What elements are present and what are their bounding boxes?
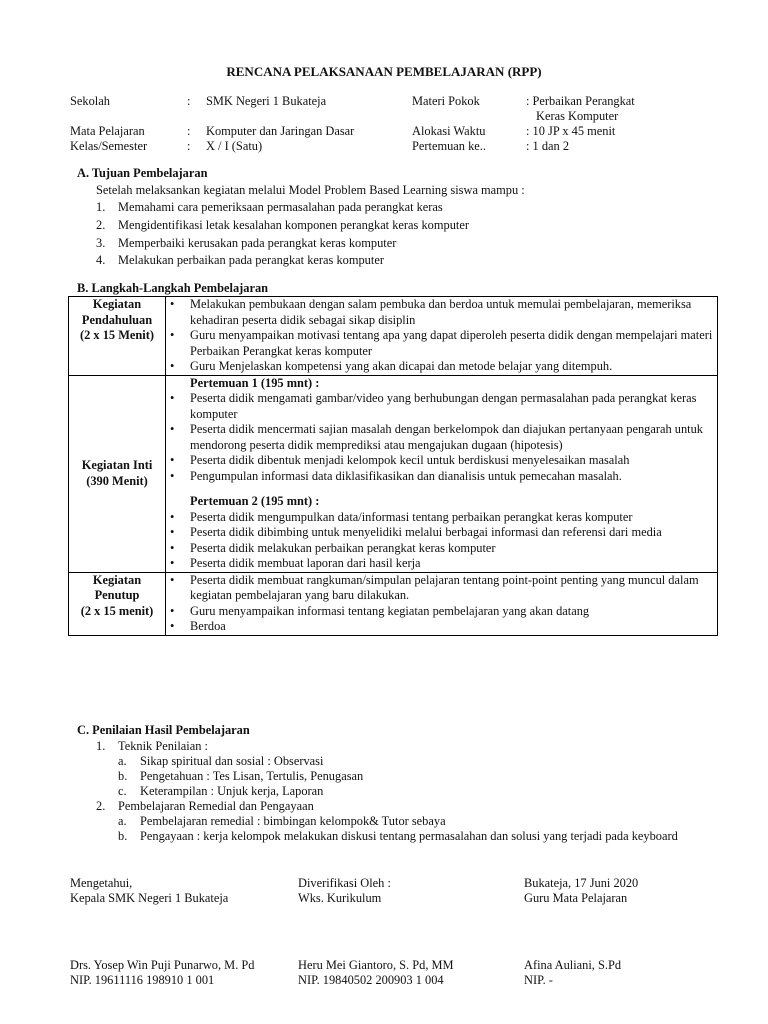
list-item: • Peserta didik dibimbing untuk menyelidiki melalui berbagai informasi dan referensi dari media [166,525,717,541]
item-text: Berdoa [190,619,226,633]
label-kelas: Kelas/Semester [70,139,148,153]
list-number: 4. [96,253,106,267]
head-line: Kegiatan [92,297,142,311]
value-sekolah: SMK Negeri 1 Bukateja [206,94,327,108]
list-item: • Peserta didik mengumpulkan data/informasi tentang perbaikan perangkat keras komputer [166,510,717,526]
row-body [166,572,718,635]
row-body [166,297,718,376]
value-materi: : Perbaikan Perangkat [526,94,635,108]
list-item: • Peserta didik membuat laporan dari hasil kerja [166,556,717,572]
value-pertemuan: : 1 dan 2 [526,139,570,153]
list-item: Pembelajaran Remedial dan Pengayaan [118,799,314,813]
item-text: Peserta didik dibimbing untuk menyelidiki melalui berbagai informasi dan referensi dari media [190,525,662,539]
sub-item: Pengayaan : kerja kelompok melakukan diskusi tentang permasalahan dan solusi yang terjadi pada keyboard [140,829,678,843]
label-mapel: Mata Pelajaran [70,124,145,138]
list-item: • Peserta didik dibentuk menjadi kelompok kecil untuk berdiskusi menyelesaikan masalah [166,453,717,469]
list-item: • Guru Menjelaskan kompetensi yang akan dicapai dan metode belajar yang ditempuh. [166,359,717,375]
sig-nip: NIP. - [524,973,553,987]
table-row [69,297,718,376]
sep: : [187,124,191,138]
item-text: Guru menyampaikan motivasi tentang apa yang dapat diperoleh peserta didik dengan mempelajari materi Perbaikan Perangkat keras komputer [190,328,713,358]
list-item: • Peserta didik melakukan perbaikan perangkat keras komputer [166,541,717,557]
list-number: 3. [96,236,106,250]
item-text: Peserta didik dibentuk menjadi kelompok kecil untuk berdiskusi menyelesaikan masalah [190,453,630,467]
list-item: • Peserta didik mengamati gambar/video yang berhubungan dengan permasalahan pada perangkat keras komputer [166,391,717,422]
sig-line-2: Kepala SMK Negeri 1 Bukateja [70,891,229,905]
sig-line-1: Mengetahui, [70,876,133,890]
label-materi: Materi Pokok [412,94,480,108]
section-c-heading: C. Penilaian Hasil Pembelajaran [77,723,250,737]
head-line: (2 x 15 menit) [80,603,154,618]
sub-item: Keterampilan : Unjuk kerja, Laporan [140,784,324,798]
sub-item: Pengetahuan : Tes Lisan, Tertulis, Penugasan [140,769,364,783]
sig-name: Afina Auliani, S.Pd [524,958,622,972]
list-item: • Guru menyampaikan informasi tentang kegiatan pembelajaran yang akan datang [166,604,717,620]
item-text: Peserta didik mengamati gambar/video yang berhubungan dengan permasalahan pada perangkat keras komputer [190,391,697,421]
head-line: Penutup [94,588,140,602]
sig-line-2: Guru Mata Pelajaran [524,891,628,905]
sub-letter: b. [118,829,128,843]
label-sekolah: Sekolah [70,94,110,108]
section-a-heading: A. Tujuan Pembelajaran [77,166,208,180]
item-text: Pengumpulan informasi data diklasifikasikan dan dianalisis untuk pemecahan masalah. [190,468,622,483]
sep: : [187,139,191,153]
list-item: Memperbaiki kerusakan pada perangkat keras komputer [118,236,397,250]
value-alokasi: : 10 JP x 45 menit [526,124,616,138]
list-item: • Melakukan pembukaan dengan salam pembuka dan berdoa untuk memulai pembelajaran, memeriksa kehadiran peserta didik sebagai sikap disiplin [166,297,717,328]
item-text: Melakukan pembukaan dengan salam pembuka dan berdoa untuk memulai pembelajaran, memeriksa kehadiran peserta didik sebagai sikap disiplin [190,297,692,327]
list-number: 2. [96,218,106,232]
head-line: Kegiatan [92,572,142,587]
list-item: • Peserta didik mencermati sajian masalah dengan berkelompok dan diajukan pertanyaan pengarah untuk mendorong peserta didik memprediksi atau mengajukan dugaan (hipotesis) [166,422,717,453]
sig-name: Drs. Yosep Win Puji Punarwo, M. Pd [70,958,255,972]
meeting-2-heading: Pertemuan 2 (195 mnt) : [190,494,320,508]
list-number: 2. [96,799,106,813]
item-text: Peserta didik mengumpulkan data/informasi tentang perbaikan perangkat keras komputer [190,509,633,524]
item-text: Peserta didik membuat laporan dari hasil kerja [190,556,421,570]
section-a-intro: Setelah melaksankan kegiatan melalui Model Problem Based Learning siswa mampu : [96,183,525,197]
meeting-1-heading: Pertemuan 1 (195 mnt) : [190,375,320,390]
table-row [69,572,718,635]
sig-nip: NIP. 19611116 198910 1 001 [70,973,215,987]
table-row [69,375,718,572]
label-alokasi: Alokasi Waktu [412,124,486,138]
sep: : [187,94,191,108]
sig-name: Heru Mei Giantoro, S. Pd, MM [298,958,454,972]
sig-line-1: Bukateja, 17 Juni 2020 [524,876,639,890]
row-head [69,297,166,376]
steps-table [68,296,718,636]
sub-letter: b. [118,769,128,783]
head-line: (2 x 15 Menit) [80,328,154,342]
row-head [69,375,166,572]
label-pertemuan: Pertemuan ke.. [412,139,486,153]
head-line: Kegiatan Inti [81,458,153,472]
sub-letter: a. [118,754,127,768]
sub-item: Pembelajaran remedial : bimbingan kelompok& Tutor sebaya [140,814,446,828]
item-text: Guru Menjelaskan kompetensi yang akan dicapai dan metode belajar yang ditempuh. [190,359,613,373]
list-item: • Berdoa [166,619,717,635]
list-number: 1. [96,200,106,214]
list-item: Teknik Penilaian : [118,739,208,753]
section-b-heading: B. Langkah-Langkah Pembelajaran [77,281,269,295]
row-body [166,375,718,572]
list-item: Memahami cara pemeriksaan permasalahan pada perangkat keras [118,200,443,214]
list-number: 1. [96,739,106,753]
value-materi-2: Keras Komputer [536,109,619,123]
sig-line-1: Diverifikasi Oleh : [298,876,391,890]
sub-letter: a. [118,814,127,828]
sig-line-2: Wks. Kurikulum [298,891,382,905]
item-text: Peserta didik membuat rangkuman/simpulan pelajaran tentang point-point penting yang muncul dalam kegiatan pembelajaran yang baru dilakukan. [190,572,699,602]
list-item: • Pengumpulan informasi data diklasifikasikan dan dianalisis untuk pemecahan masalah. [166,469,717,485]
item-text: Guru menyampaikan informasi tentang kegiatan pembelajaran yang akan datang [190,603,590,618]
sub-item: Sikap spiritual dan sosial : Observasi [140,754,324,768]
row-head [69,572,166,635]
value-kelas: X / I (Satu) [206,139,263,153]
head-line: Pendahuluan [81,312,153,327]
value-mapel: Komputer dan Jaringan Dasar [206,124,355,138]
sig-nip: NIP. 19840502 200903 1 004 [298,973,444,987]
list-item: Mengidentifikasi letak kesalahan komponen perangkat keras komputer [118,218,469,232]
item-text: Peserta didik mencermati sajian masalah dengan berkelompok dan diajukan pertanyaan pengarah untuk mendorong peserta didik memprediksi atau mengajukan dugaan (hipotesis) [190,422,703,452]
list-item: • Guru menyampaikan motivasi tentang apa yang dapat diperoleh peserta didik dengan mempelajari materi Perbaikan Perangkat keras komputer [166,328,717,359]
sub-letter: c. [118,784,127,798]
head-line: (390 Menit) [86,473,148,488]
list-item: • Peserta didik membuat rangkuman/simpulan pelajaran tentang point-point penting yang muncul dalam kegiatan pembelajaran yang baru dilakukan. [166,573,717,604]
list-item: Melakukan perbaikan pada perangkat keras komputer [118,253,384,267]
document-title: RENCANA PELAKSANAAN PEMBELAJARAN (RPP) [226,64,542,79]
item-text: Peserta didik melakukan perbaikan perangkat keras komputer [190,540,496,555]
